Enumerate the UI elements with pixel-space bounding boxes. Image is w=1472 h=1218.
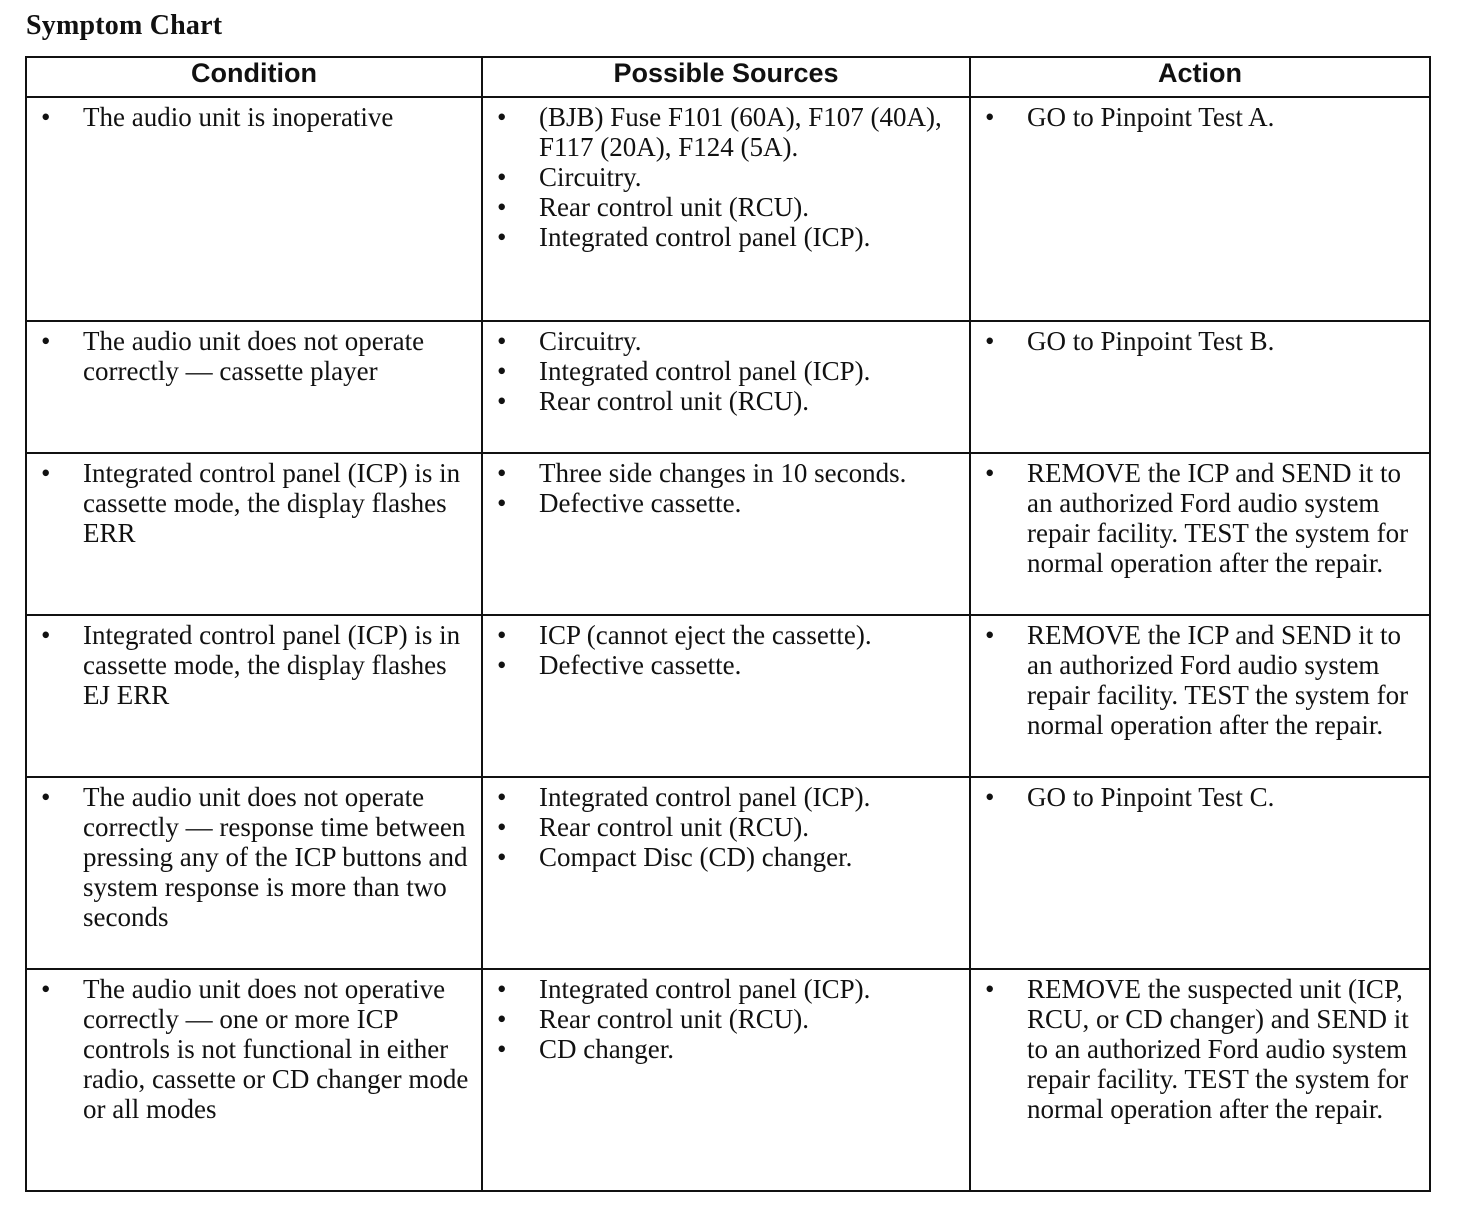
source-item: • Rear control unit (RCU). bbox=[497, 192, 959, 222]
header-possible-sources: Possible Sources bbox=[482, 57, 970, 97]
source-item: • Integrated control panel (ICP). bbox=[497, 356, 959, 386]
condition-text: • The audio unit does not operate correctly — response time between pressing any of the ICP buttons and system response is more than two seconds bbox=[41, 782, 471, 932]
condition-text: • Integrated control panel (ICP) is in cassette mode, the display flashes EJ ERR bbox=[41, 620, 471, 710]
condition-cell bbox=[26, 453, 482, 615]
action-cell bbox=[970, 321, 1430, 453]
sources-cell bbox=[482, 321, 970, 453]
action-text: • GO to Pinpoint Test C. bbox=[985, 782, 1419, 812]
source-item: • Compact Disc (CD) changer. bbox=[497, 842, 959, 872]
sources-cell bbox=[482, 777, 970, 969]
source-item: • Rear control unit (RCU). bbox=[497, 1004, 959, 1034]
action-cell bbox=[970, 615, 1430, 777]
page-title: Symptom Chart bbox=[26, 10, 223, 41]
table-row bbox=[26, 321, 1430, 453]
action-text: • REMOVE the ICP and SEND it to an authorized Ford audio system repair facility. TEST the system for normal operation after the repair. bbox=[985, 458, 1419, 578]
table-row bbox=[26, 97, 1430, 321]
condition-text: • Integrated control panel (ICP) is in cassette mode, the display flashes ERR bbox=[41, 458, 471, 548]
action-text: • GO to Pinpoint Test A. bbox=[985, 102, 1419, 132]
source-item: • Rear control unit (RCU). bbox=[497, 812, 959, 842]
action-text: • REMOVE the suspected unit (ICP, RCU, or CD changer) and SEND it to an authorized Ford audio system repair facility. TEST the system for normal operation after the repair. bbox=[985, 974, 1419, 1124]
table-row bbox=[26, 969, 1430, 1191]
source-item: • Three side changes in 10 seconds. bbox=[497, 458, 959, 488]
action-cell bbox=[970, 97, 1430, 321]
source-item: • Rear control unit (RCU). bbox=[497, 386, 959, 416]
sources-cell bbox=[482, 453, 970, 615]
action-cell bbox=[970, 969, 1430, 1191]
condition-text: • The audio unit does not operative correctly — one or more ICP controls is not functional in either radio, cassette or CD changer mode or all modes bbox=[41, 974, 471, 1124]
source-item: • Circuitry. bbox=[497, 162, 959, 192]
condition-cell bbox=[26, 97, 482, 321]
action-text: • GO to Pinpoint Test B. bbox=[985, 326, 1419, 356]
source-item: • Integrated control panel (ICP). bbox=[497, 974, 959, 1004]
action-cell bbox=[970, 453, 1430, 615]
action-text: • REMOVE the ICP and SEND it to an authorized Ford audio system repair facility. TEST the system for normal operation after the repair. bbox=[985, 620, 1419, 740]
action-cell bbox=[970, 777, 1430, 969]
table-row bbox=[26, 453, 1430, 615]
source-item: • ICP (cannot eject the cassette). bbox=[497, 620, 959, 650]
sources-cell bbox=[482, 969, 970, 1191]
table-header-row bbox=[26, 57, 1430, 97]
condition-cell bbox=[26, 615, 482, 777]
source-item: • Integrated control panel (ICP). bbox=[497, 782, 959, 812]
condition-cell bbox=[26, 321, 482, 453]
source-item: • Circuitry. bbox=[497, 326, 959, 356]
table-row bbox=[26, 777, 1430, 969]
source-item: • CD changer. bbox=[497, 1034, 959, 1064]
symptom-chart-table bbox=[25, 56, 1431, 1192]
condition-text: • The audio unit is inoperative bbox=[41, 102, 471, 132]
source-item: • Defective cassette. bbox=[497, 488, 959, 518]
condition-cell bbox=[26, 777, 482, 969]
sources-cell bbox=[482, 97, 970, 321]
source-item: • Integrated control panel (ICP). bbox=[497, 222, 959, 252]
condition-cell bbox=[26, 969, 482, 1191]
table-row bbox=[26, 615, 1430, 777]
source-item: • (BJB) Fuse F101 (60A), F107 (40A), F117 (20A), F124 (5A). bbox=[497, 102, 959, 162]
source-item: • Defective cassette. bbox=[497, 650, 959, 680]
condition-text: • The audio unit does not operate correctly — cassette player bbox=[41, 326, 471, 386]
sources-cell bbox=[482, 615, 970, 777]
header-condition: Condition bbox=[26, 57, 482, 97]
header-action: Action bbox=[970, 57, 1430, 97]
